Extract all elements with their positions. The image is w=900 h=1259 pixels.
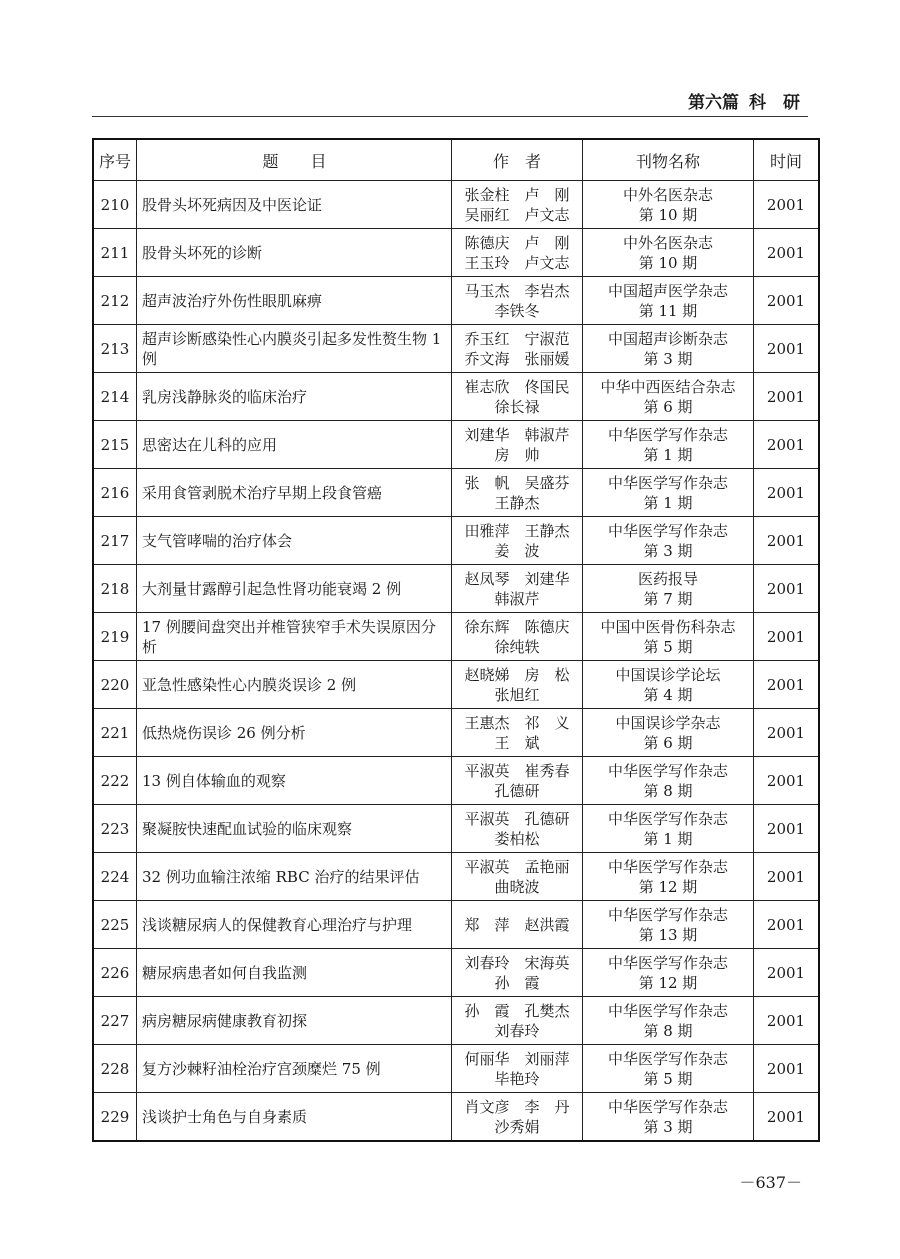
row-number: 221 bbox=[93, 709, 137, 757]
row-year: 2001 bbox=[754, 997, 820, 1045]
row-year: 2001 bbox=[754, 325, 820, 373]
journal-issue: 第 1 期 bbox=[643, 493, 693, 512]
journal-name: 中国超声诊断杂志 bbox=[607, 329, 728, 348]
row-title: 亚急性感染性心内膜炎误诊 2 例 bbox=[137, 661, 452, 709]
journal-issue: 第 12 期 bbox=[638, 973, 698, 992]
row-number: 211 bbox=[93, 229, 137, 277]
row-year: 2001 bbox=[754, 469, 820, 517]
author-line: 田雅萍 王静杰 bbox=[464, 521, 570, 540]
journal-name: 中外名医杂志 bbox=[622, 185, 713, 204]
author-line: 赵凤琴 刘建华 bbox=[464, 569, 570, 588]
author-line: 王静杰 bbox=[494, 493, 540, 512]
table-row bbox=[93, 517, 819, 565]
author-line: 马玉杰 李岩杰 bbox=[464, 281, 570, 300]
table-body bbox=[93, 181, 819, 1142]
journal-name: 中华医学写作杂志 bbox=[607, 1001, 728, 1020]
row-title: 股骨头坏死的诊断 bbox=[137, 229, 452, 277]
publication-table bbox=[92, 138, 820, 1142]
journal-issue: 第 7 期 bbox=[643, 589, 693, 608]
journal-name: 中华医学写作杂志 bbox=[607, 1049, 728, 1068]
row-title: 病房糖尿病健康教育初探 bbox=[137, 997, 452, 1045]
row-title: 大剂量甘露醇引起急性肾功能衰竭 2 例 bbox=[137, 565, 452, 613]
journal-issue: 第 8 期 bbox=[643, 1021, 693, 1040]
row-year: 2001 bbox=[754, 181, 820, 229]
journal-issue: 第 8 期 bbox=[643, 781, 693, 800]
journal-name: 中华医学写作杂志 bbox=[607, 425, 728, 444]
row-authors bbox=[452, 325, 583, 373]
table-row bbox=[93, 805, 819, 853]
header-rule bbox=[92, 116, 808, 117]
author-line: 韩淑芹 bbox=[494, 589, 540, 608]
row-year: 2001 bbox=[754, 805, 820, 853]
row-year: 2001 bbox=[754, 949, 820, 997]
row-year: 2001 bbox=[754, 901, 820, 949]
row-number: 218 bbox=[93, 565, 137, 613]
journal-issue: 第 12 期 bbox=[638, 877, 698, 896]
row-year: 2001 bbox=[754, 277, 820, 325]
table-row bbox=[93, 181, 819, 229]
author-line: 崔志欣 佟国民 bbox=[464, 377, 570, 396]
row-journal bbox=[583, 469, 754, 517]
row-year: 2001 bbox=[754, 853, 820, 901]
table-header-row bbox=[93, 139, 819, 181]
journal-name: 中华医学写作杂志 bbox=[607, 953, 728, 972]
row-number: 210 bbox=[93, 181, 137, 229]
row-number: 229 bbox=[93, 1093, 137, 1142]
col-header-journal: 刊物名称 bbox=[583, 139, 754, 181]
row-title: 聚凝胺快速配血试验的临床观察 bbox=[137, 805, 452, 853]
row-journal bbox=[583, 949, 754, 997]
author-line: 张旭红 bbox=[494, 685, 540, 704]
row-number: 215 bbox=[93, 421, 137, 469]
author-line: 吴丽红 卢文志 bbox=[464, 205, 570, 224]
journal-name: 中华医学写作杂志 bbox=[607, 1097, 728, 1116]
author-line: 郑 萍 赵洪霞 bbox=[464, 915, 570, 934]
author-line: 王 斌 bbox=[494, 733, 540, 752]
journal-issue: 第 10 期 bbox=[638, 205, 698, 224]
table-row bbox=[93, 277, 819, 325]
author-line: 房 帅 bbox=[494, 445, 540, 464]
table-row bbox=[93, 613, 819, 661]
row-number: 219 bbox=[93, 613, 137, 661]
row-title: 糖尿病患者如何自我监测 bbox=[137, 949, 452, 997]
journal-name: 中华医学写作杂志 bbox=[607, 473, 728, 492]
row-title: 浅谈护士角色与自身素质 bbox=[137, 1093, 452, 1142]
row-authors bbox=[452, 997, 583, 1045]
row-title: 支气管哮喘的治疗体会 bbox=[137, 517, 452, 565]
row-title: 思密达在儿科的应用 bbox=[137, 421, 452, 469]
row-journal bbox=[583, 181, 754, 229]
row-journal bbox=[583, 277, 754, 325]
journal-name: 中国超声医学杂志 bbox=[607, 281, 728, 300]
chapter-label: 科 研 bbox=[749, 93, 800, 113]
table-row bbox=[93, 853, 819, 901]
author-line: 曲晓波 bbox=[494, 877, 540, 896]
author-line: 王玉玲 卢文志 bbox=[464, 253, 570, 272]
row-title: 17 例腰间盘突出并椎管狭窄手术失误原因分析 bbox=[137, 613, 452, 661]
row-year: 2001 bbox=[754, 1093, 820, 1142]
row-authors bbox=[452, 421, 583, 469]
row-journal bbox=[583, 613, 754, 661]
table-row bbox=[93, 229, 819, 277]
author-line: 肖文彦 李 丹 bbox=[464, 1097, 570, 1116]
table-row bbox=[93, 661, 819, 709]
row-year: 2001 bbox=[754, 229, 820, 277]
row-authors bbox=[452, 853, 583, 901]
row-authors bbox=[452, 1093, 583, 1142]
author-line: 赵晓娣 房 松 bbox=[464, 665, 570, 684]
row-authors bbox=[452, 709, 583, 757]
row-title: 32 例功血输注浓缩 RBC 治疗的结果评估 bbox=[137, 853, 452, 901]
author-line: 乔玉红 宁淑范 bbox=[464, 329, 570, 348]
col-header-year: 时间 bbox=[754, 139, 820, 181]
row-number: 212 bbox=[93, 277, 137, 325]
journal-issue: 第 13 期 bbox=[638, 925, 698, 944]
table-row bbox=[93, 997, 819, 1045]
table-row bbox=[93, 949, 819, 997]
author-line: 平淑英 崔秀春 bbox=[464, 761, 570, 780]
row-year: 2001 bbox=[754, 565, 820, 613]
table-row bbox=[93, 325, 819, 373]
journal-issue: 第 11 期 bbox=[638, 301, 698, 320]
row-number: 216 bbox=[93, 469, 137, 517]
table-row bbox=[93, 901, 819, 949]
table-row bbox=[93, 1093, 819, 1142]
row-number: 225 bbox=[93, 901, 137, 949]
row-journal bbox=[583, 805, 754, 853]
author-line: 平淑英 孟艳丽 bbox=[464, 857, 570, 876]
row-title: 超声诊断感染性心内膜炎引起多发性赘生物 1 例 bbox=[137, 325, 452, 373]
journal-name: 中华医学写作杂志 bbox=[607, 809, 728, 828]
row-year: 2001 bbox=[754, 373, 820, 421]
table-row bbox=[93, 1045, 819, 1093]
author-line: 何丽华 刘丽萍 bbox=[464, 1049, 570, 1068]
row-title: 13 例自体输血的观察 bbox=[137, 757, 452, 805]
row-year: 2001 bbox=[754, 613, 820, 661]
row-number: 228 bbox=[93, 1045, 137, 1093]
journal-issue: 第 1 期 bbox=[643, 445, 693, 464]
section-label: 第六篇 bbox=[688, 93, 739, 113]
journal-issue: 第 5 期 bbox=[643, 1069, 693, 1088]
journal-name: 中国误诊学杂志 bbox=[615, 713, 721, 732]
col-header-title: 题 目 bbox=[137, 139, 452, 181]
row-title: 采用食管剥脱术治疗早期上段食管癌 bbox=[137, 469, 452, 517]
author-line: 孙 霞 孔樊杰 bbox=[464, 1001, 570, 1020]
table-row bbox=[93, 373, 819, 421]
row-number: 223 bbox=[93, 805, 137, 853]
journal-name: 中国误诊学论坛 bbox=[615, 665, 721, 684]
author-line: 姜 波 bbox=[494, 541, 540, 560]
row-number: 214 bbox=[93, 373, 137, 421]
author-line: 刘春玲 宋海英 bbox=[464, 953, 570, 972]
row-journal bbox=[583, 373, 754, 421]
running-head bbox=[688, 88, 800, 113]
row-title: 复方沙棘籽油栓治疗宫颈糜烂 75 例 bbox=[137, 1045, 452, 1093]
row-journal bbox=[583, 421, 754, 469]
table-row bbox=[93, 469, 819, 517]
author-line: 徐纯轶 bbox=[494, 637, 540, 656]
row-journal bbox=[583, 709, 754, 757]
journal-name: 中华医学写作杂志 bbox=[607, 521, 728, 540]
row-title: 低热烧伤误诊 26 例分析 bbox=[137, 709, 452, 757]
row-journal bbox=[583, 853, 754, 901]
row-number: 220 bbox=[93, 661, 137, 709]
row-year: 2001 bbox=[754, 421, 820, 469]
journal-issue: 第 3 期 bbox=[643, 1117, 693, 1136]
journal-name: 中华医学写作杂志 bbox=[607, 761, 728, 780]
row-authors bbox=[452, 373, 583, 421]
row-journal bbox=[583, 229, 754, 277]
row-authors bbox=[452, 757, 583, 805]
row-journal bbox=[583, 997, 754, 1045]
journal-name: 中国中医骨伤科杂志 bbox=[600, 617, 736, 636]
row-title: 浅谈糖尿病人的保健教育心理治疗与护理 bbox=[137, 901, 452, 949]
row-authors bbox=[452, 229, 583, 277]
row-journal bbox=[583, 565, 754, 613]
journal-issue: 第 4 期 bbox=[643, 685, 693, 704]
journal-name: 医药报导 bbox=[637, 569, 698, 588]
row-year: 2001 bbox=[754, 517, 820, 565]
author-line: 张金柱 卢 刚 bbox=[464, 185, 570, 204]
journal-name: 中华医学写作杂志 bbox=[607, 905, 728, 924]
journal-issue: 第 5 期 bbox=[643, 637, 693, 656]
author-line: 徐东辉 陈德庆 bbox=[464, 617, 570, 636]
row-year: 2001 bbox=[754, 757, 820, 805]
row-number: 227 bbox=[93, 997, 137, 1045]
page-number: －637－ bbox=[739, 1173, 802, 1192]
table-row bbox=[93, 757, 819, 805]
journal-issue: 第 3 期 bbox=[643, 541, 693, 560]
col-header-authors: 作 者 bbox=[452, 139, 583, 181]
row-year: 2001 bbox=[754, 709, 820, 757]
col-header-number: 序号 bbox=[93, 139, 137, 181]
author-line: 刘建华 韩淑芹 bbox=[464, 425, 570, 444]
journal-name: 中华医学写作杂志 bbox=[607, 857, 728, 876]
row-journal bbox=[583, 901, 754, 949]
row-title: 超声波治疗外伤性眼肌麻痹 bbox=[137, 277, 452, 325]
journal-name: 中外名医杂志 bbox=[622, 233, 713, 252]
row-journal bbox=[583, 517, 754, 565]
author-line: 陈德庆 卢 刚 bbox=[464, 233, 570, 252]
journal-issue: 第 10 期 bbox=[638, 253, 698, 272]
row-number: 213 bbox=[93, 325, 137, 373]
table-row bbox=[93, 421, 819, 469]
row-authors bbox=[452, 901, 583, 949]
row-number: 226 bbox=[93, 949, 137, 997]
author-line: 沙秀娟 bbox=[494, 1117, 540, 1136]
row-authors bbox=[452, 949, 583, 997]
journal-issue: 第 1 期 bbox=[643, 829, 693, 848]
row-journal bbox=[583, 1045, 754, 1093]
table-row bbox=[93, 565, 819, 613]
author-line: 王惠杰 祁 义 bbox=[464, 713, 570, 732]
row-authors bbox=[452, 1045, 583, 1093]
row-number: 217 bbox=[93, 517, 137, 565]
row-authors bbox=[452, 805, 583, 853]
row-journal bbox=[583, 1093, 754, 1142]
row-authors bbox=[452, 517, 583, 565]
row-authors bbox=[452, 613, 583, 661]
table-row bbox=[93, 709, 819, 757]
author-line: 徐长禄 bbox=[494, 397, 540, 416]
author-line: 乔文海 张丽媛 bbox=[464, 349, 570, 368]
row-authors bbox=[452, 565, 583, 613]
row-year: 2001 bbox=[754, 661, 820, 709]
author-line: 孙 霞 bbox=[494, 973, 540, 992]
journal-name: 中华中西医结合杂志 bbox=[600, 377, 736, 396]
author-line: 孔德研 bbox=[494, 781, 540, 800]
row-number: 224 bbox=[93, 853, 137, 901]
journal-issue: 第 6 期 bbox=[643, 733, 693, 752]
author-line: 娄柏松 bbox=[494, 829, 540, 848]
row-journal bbox=[583, 757, 754, 805]
author-line: 刘春玲 bbox=[494, 1021, 540, 1040]
row-number: 222 bbox=[93, 757, 137, 805]
row-journal bbox=[583, 325, 754, 373]
author-line: 毕艳玲 bbox=[494, 1069, 540, 1088]
row-title: 乳房浅静脉炎的临床治疗 bbox=[137, 373, 452, 421]
author-line: 平淑英 孔德研 bbox=[464, 809, 570, 828]
row-journal bbox=[583, 661, 754, 709]
row-authors bbox=[452, 181, 583, 229]
row-authors bbox=[452, 661, 583, 709]
author-line: 李铁冬 bbox=[494, 301, 540, 320]
row-authors bbox=[452, 469, 583, 517]
row-title: 股骨头坏死病因及中医论证 bbox=[137, 181, 452, 229]
journal-issue: 第 6 期 bbox=[643, 397, 693, 416]
journal-issue: 第 3 期 bbox=[643, 349, 693, 368]
row-authors bbox=[452, 277, 583, 325]
row-year: 2001 bbox=[754, 1045, 820, 1093]
author-line: 张 帆 吴盛芬 bbox=[464, 473, 570, 492]
